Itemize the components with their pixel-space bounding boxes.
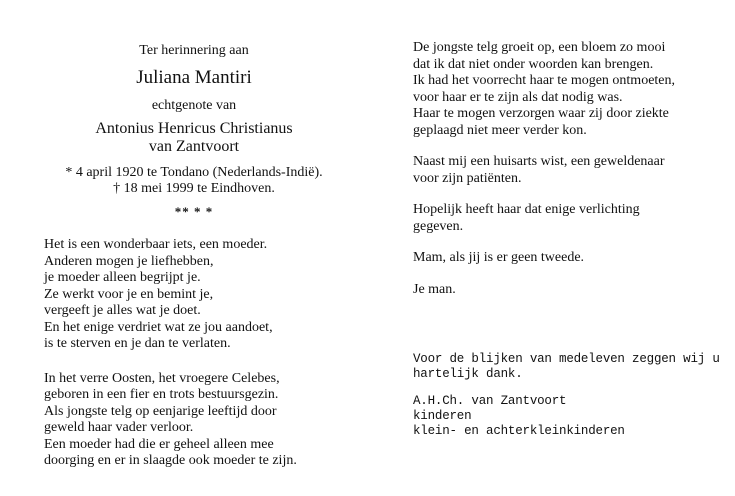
birth-date: * 4 april 1920 te Tondano (Nederlands-Indië). [65, 165, 323, 180]
right-paragraph-1: De jongste telg groeit op, een bloem zo mooi dat ik dat niet onder woorden kan brengen. Ik had het voorrecht haar te mogen ontmoeten, voor haar er te zijn als dat nodig was. Haar te mogen verzorgen waar zij door ziekte geplaagd niet meer verder kon. [413, 40, 676, 138]
poem-stanza-2: In het verre Oosten, het vroegere Celebes, geboren in een fier en trots bestuursgezin. Als jongste telg op eenjarige leeftijd door geweld haar vader verloor. Een moeder had die er geheel alleen mee doorging en er in slaagde ook moeder te zijn. [44, 370, 297, 468]
signoff-husband: Je man. [413, 281, 456, 297]
relation-text: echtgenote van [151, 98, 237, 113]
death-date: † 18 mei 1999 te Eindhoven. [113, 181, 275, 196]
deceased-name: Juliana Mantiri [136, 67, 252, 88]
poem-stanza-1: Het is een wonderbaar iets, een moeder. Anderen mogen je liefhebben, je moeder alleen begrijpt je. Ze werkt voor je en bemint je, vergeeft je alles wat je doet. En het enige verdriet wat ze jou aandoet, is te sterven en je dan te verlaten. [44, 237, 273, 351]
right-paragraph-3: Hopelijk heeft haar dat enige verlichting gegeven. [413, 202, 640, 234]
partner-name-line2: van Zantvoort [148, 138, 240, 155]
thanks-block [413, 352, 723, 439]
signature-name: A.H.Ch. van Zantvoort [413, 394, 567, 408]
signature-grandchildren: klein- en achterkleinkinderen [413, 424, 625, 438]
signature-children: kinderen [413, 409, 472, 423]
separator-stars: ** * * [174, 204, 214, 219]
right-paragraph-4: Mam, als jij is er geen tweede. [413, 250, 585, 265]
left-column [44, 36, 344, 470]
thanks-text: Voor de blijken van medeleven zeggen wij u hartelijk dank. [413, 352, 720, 381]
right-paragraph-2: Naast mij een huisarts wist, een geweldenaar voor zijn patiënten. [413, 154, 665, 186]
intro-text: Ter herinnering aan [139, 43, 249, 58]
right-column [413, 40, 713, 313]
partner-name-line1: Antonius Henricus Christianus [95, 120, 293, 137]
